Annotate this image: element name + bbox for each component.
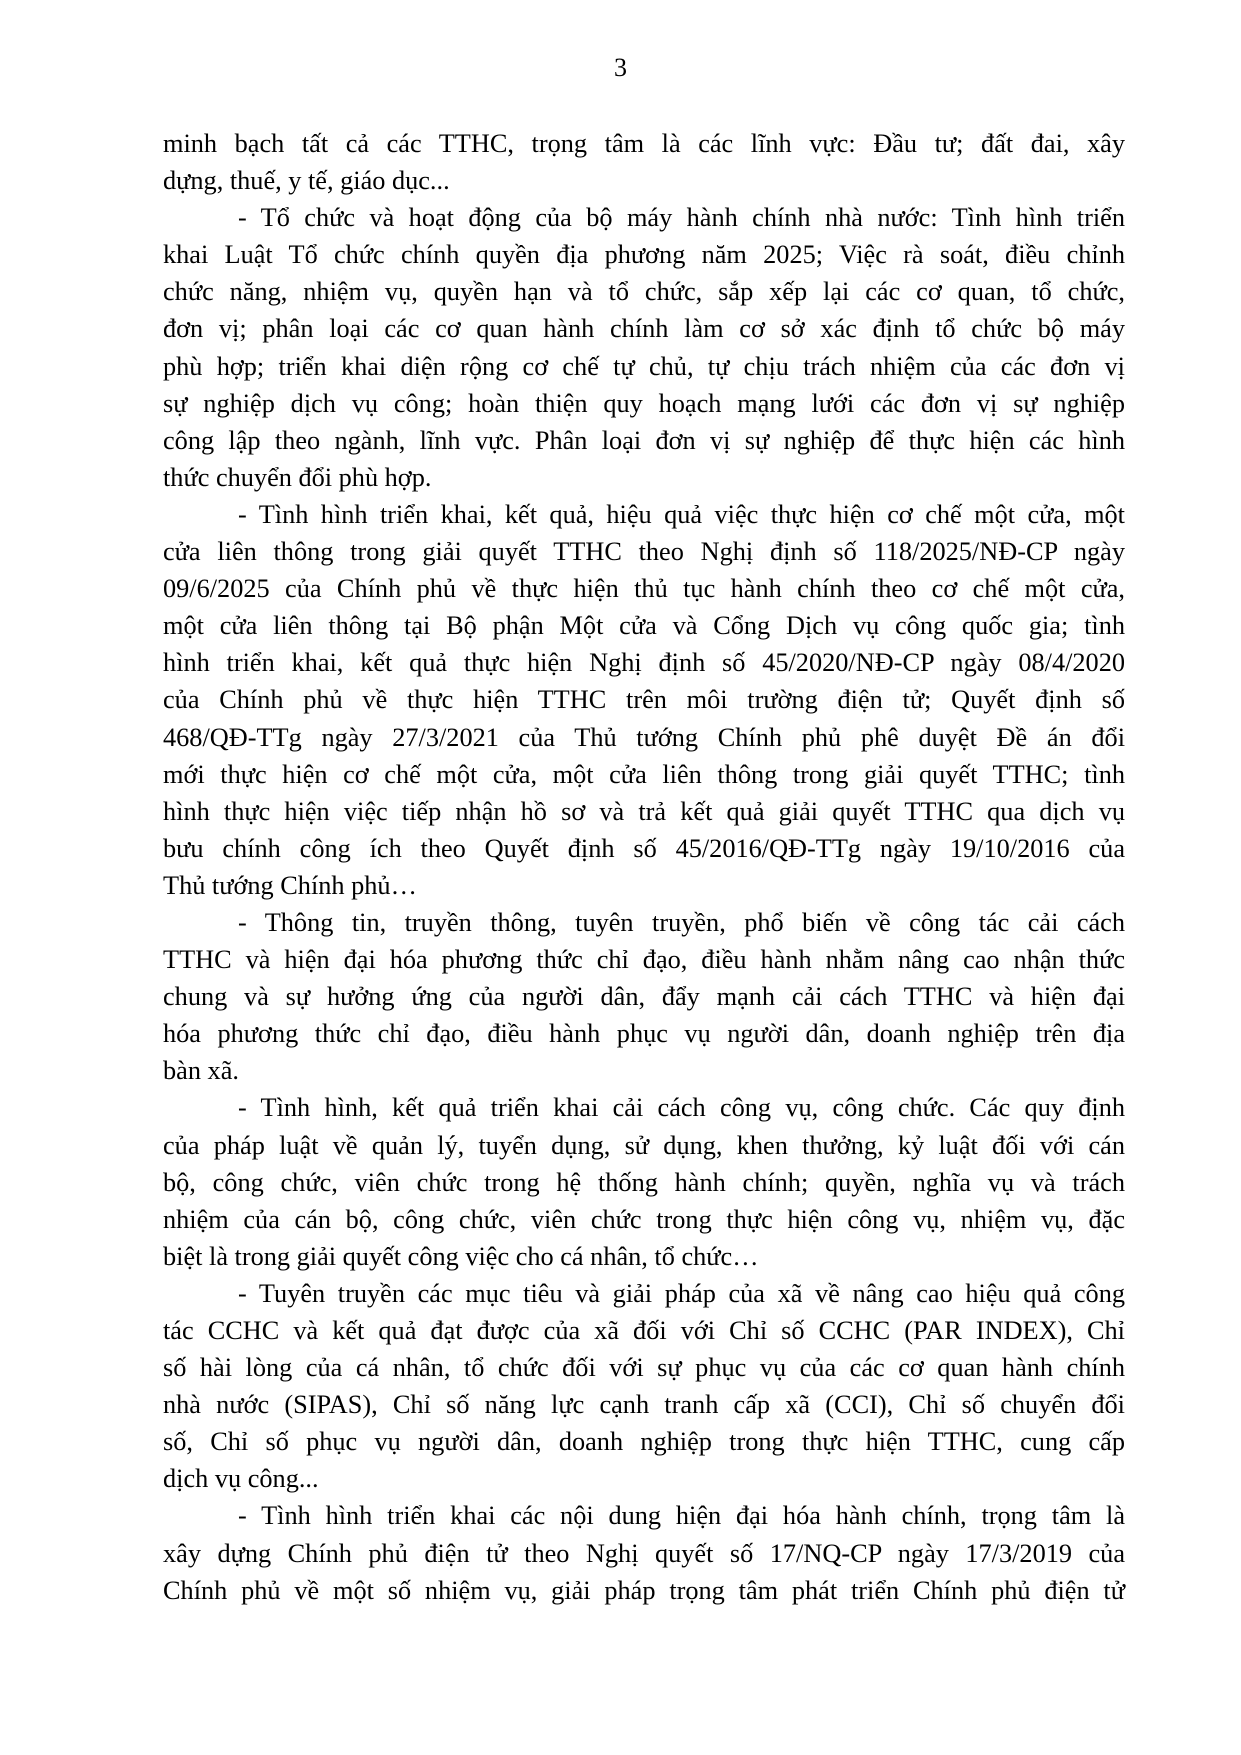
text-line: chức năng, nhiệm vụ, quyền hạn và tổ chức, sắp xếp lại các cơ quan, tổ chức, (163, 277, 1125, 307)
text-line: - Tuyên truyền các mục tiêu và giải pháp của xã về nâng cao hiệu quả công (238, 1278, 1125, 1308)
text-line: 468/QĐ-TTg ngày 27/3/2021 của Thủ tướng Chính phủ phê duyệt Đề án đổi (163, 722, 1125, 752)
text-line: - Tổ chức và hoạt động của bộ máy hành chính nhà nước: Tình hình triển (238, 203, 1125, 233)
page-number: 3 (614, 53, 627, 82)
document-body (163, 125, 1125, 1609)
text-line: tác CCHC và kết quả đạt được của xã đối với Chỉ số CCHC (PAR INDEX), Chỉ (163, 1316, 1125, 1345)
text-line: nhà nước (SIPAS), Chỉ số năng lực cạnh tranh cấp xã (CCI), Chỉ số chuyển đổi (163, 1390, 1125, 1420)
paragraph (163, 199, 1125, 496)
text-line: minh bạch tất cả các TTHC, trọng tâm là các lĩnh vực: Đầu tư; đất đai, xây (163, 129, 1125, 158)
text-line: - Tình hình triển khai các nội dung hiện đại hóa hành chính, trọng tâm là (238, 1501, 1125, 1531)
paragraph (163, 125, 1125, 199)
text-line: - Thông tin, truyền thông, tuyên truyền, phổ biến về công tác cải cách (238, 907, 1125, 937)
text-line: biệt là trong giải quyết công việc cho cá nhân, tổ chức… (163, 1241, 759, 1271)
text-line: sự nghiệp dịch vụ công; hoàn thiện quy hoạch mạng lưới các đơn vị sự nghiệp (163, 388, 1125, 418)
text-line: hình thực hiện việc tiếp nhận hồ sơ và trả kết quả giải quyết TTHC qua dịch vụ (163, 796, 1125, 826)
text-line: hình triển khai, kết quả thực hiện Nghị định số 45/2020/NĐ-CP ngày 08/4/2020 (163, 648, 1125, 678)
text-line: thức chuyển đổi phù hợp. (163, 462, 432, 492)
paragraph (163, 904, 1125, 1089)
text-line: công lập theo ngành, lĩnh vực. Phân loại đơn vị sự nghiệp để thực hiện các hình (163, 425, 1125, 455)
text-line: hóa phương thức chỉ đạo, điều hành phục vụ người dân, doanh nghiệp trên địa (163, 1019, 1125, 1049)
text-line: khai Luật Tổ chức chính quyền địa phương năm 2025; Việc rà soát, điều chỉnh (163, 240, 1125, 270)
text-line: 09/6/2025 của Chính phủ về thực hiện thủ tục hành chính theo cơ chế một cửa, (163, 574, 1125, 604)
text-line: - Tình hình, kết quả triển khai cải cách công vụ, công chức. Các quy định (238, 1093, 1125, 1123)
text-line: TTHC và hiện đại hóa phương thức chỉ đạo, điều hành nhằm nâng cao nhận thức (163, 945, 1125, 975)
paragraph (163, 496, 1125, 904)
text-line: chung và sự hưởng ứng của người dân, đẩy mạnh cải cách TTHC và hiện đại (163, 982, 1125, 1012)
text-line: Chính phủ về một số nhiệm vụ, giải pháp trọng tâm phát triển Chính phủ điện tử (163, 1575, 1125, 1605)
text-line: nhiệm của cán bộ, công chức, viên chức trong thực hiện công vụ, nhiệm vụ, đặc (163, 1204, 1125, 1234)
text-line: bưu chính công ích theo Quyết định số 45/2016/QĐ-TTg ngày 19/10/2016 của (163, 833, 1125, 863)
text-line: đơn vị; phân loại các cơ quan hành chính làm cơ sở xác định tổ chức bộ máy (163, 314, 1125, 344)
paragraph (163, 1089, 1125, 1274)
text-line: một cửa liên thông tại Bộ phận Một cửa và Cổng Dịch vụ công quốc gia; tình (163, 611, 1125, 641)
paragraph (163, 1275, 1125, 1498)
paragraph (163, 1497, 1125, 1608)
text-line: xây dựng Chính phủ điện tử theo Nghị quyết số 17/NQ-CP ngày 17/3/2019 của (163, 1538, 1125, 1568)
text-line: cửa liên thông trong giải quyết TTHC theo Nghị định số 118/2025/NĐ-CP ngày (163, 537, 1125, 567)
text-line: bộ, công chức, viên chức trong hệ thống hành chính; quyền, nghĩa vụ và trách (163, 1167, 1125, 1197)
text-line: của pháp luật về quản lý, tuyển dụng, sử dụng, khen thưởng, kỷ luật đối với cán (163, 1130, 1125, 1160)
text-line: dựng, thuế, y tế, giáo dục... (163, 166, 450, 196)
text-line: Thủ tướng Chính phủ… (163, 870, 417, 900)
text-line: số, Chỉ số phục vụ người dân, doanh nghiệp trong thực hiện TTHC, cung cấp (163, 1427, 1125, 1457)
text-line: phù hợp; triển khai diện rộng cơ chế tự chủ, tự chịu trách nhiệm của các đơn vị (163, 351, 1125, 381)
text-line: của Chính phủ về thực hiện TTHC trên môi trường điện tử; Quyết định số (163, 685, 1125, 715)
text-line: bàn xã. (163, 1056, 239, 1086)
text-line: số hài lòng của cá nhân, tổ chức đối với sự phục vụ của các cơ quan hành chính (163, 1353, 1125, 1383)
text-line: dịch vụ công... (163, 1464, 319, 1494)
text-line: mới thực hiện cơ chế một cửa, một cửa liên thông trong giải quyết TTHC; tình (163, 759, 1125, 789)
text-line: - Tình hình triển khai, kết quả, hiệu quả việc thực hiện cơ chế một cửa, một (238, 499, 1125, 529)
